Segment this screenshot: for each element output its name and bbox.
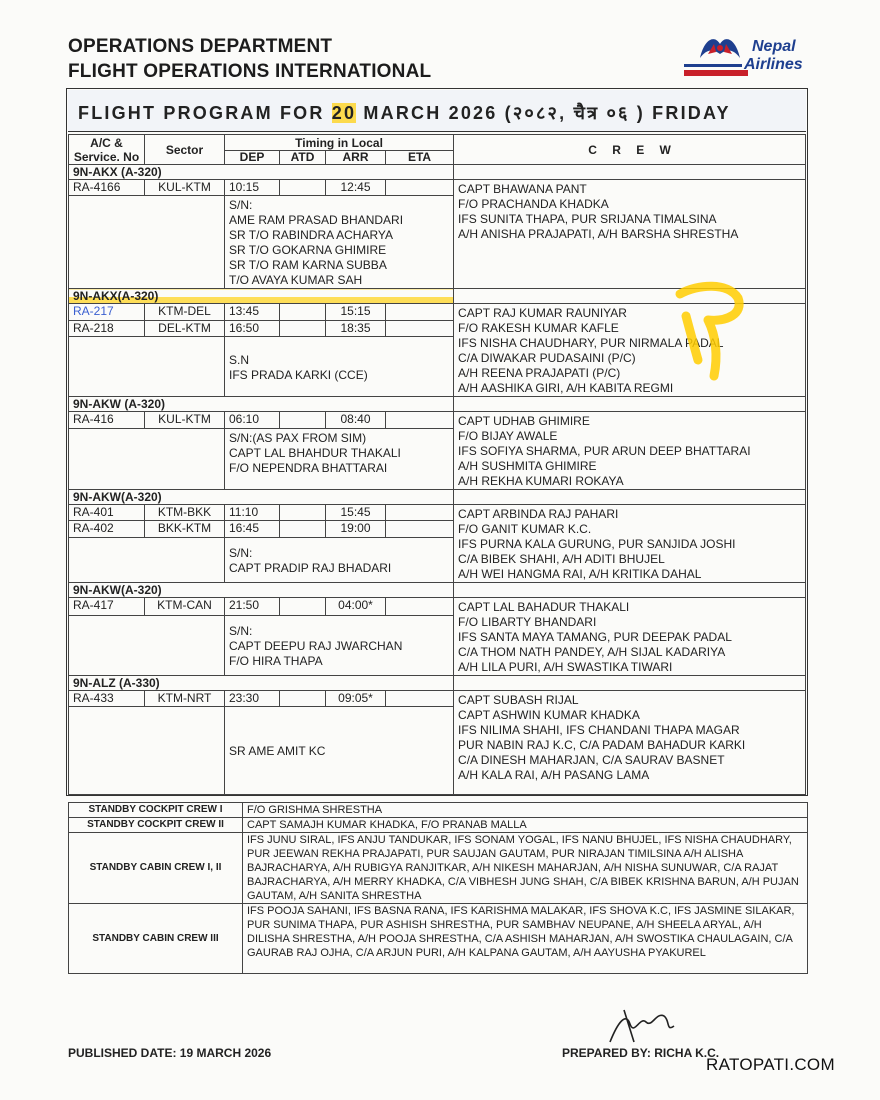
flight-number: RA-217 (69, 304, 145, 321)
flight-eta (386, 691, 454, 707)
logo-text-line2: Airlines (744, 56, 803, 73)
header-eta: ETA (386, 151, 454, 165)
flight-row (69, 505, 806, 521)
flight-atd (280, 180, 326, 196)
flight-number: RA-402 (69, 521, 145, 537)
signature-mark (604, 1002, 684, 1048)
supernumerary-line: SR AME AMIT KC (229, 744, 326, 758)
supernumerary-line: T/O AVAYA KUMAR SAH (229, 273, 363, 287)
standby-value: IFS JUNU SIRAL, IFS ANJU TANDUKAR, IFS SONAM YOGAL, IFS NANU BHUJEL, IFS NISHA CHAUDHARY, PUR JEEWAN REKHA PRAJAPATI, PUR SAUJAN GAUTAM, PUR NIRAJAN TIMILSINA A/H ALISHA BAJRACHARYA, A/H RUBIGYA RANJITKAR, A/H NIKESH MAHARJAN, A/H NISHA SUNUWAR, C/A RAJAT BAJRACHARYA, A/H MERRY KHADKA, C/A VIBHESH JUNG SHAH, C/A BIBEK KRISHNA BARUN, A/H PUJAN GAUTAM, A/H SANITA SHRESTHA (243, 833, 808, 904)
aircraft-label: 9N-AKW(A-320) (69, 490, 454, 505)
crew-member-line: F/O BIJAY AWALE (458, 429, 558, 443)
aircraft-row-crew-spacer (454, 165, 806, 180)
flight-sector: KTM-BKK (145, 505, 225, 521)
flight-sector: DEL-KTM (145, 320, 225, 337)
supernumerary-line: CAPT PRADIP RAJ BHADARI (229, 560, 392, 575)
flight-sector: KTM-NRT (145, 691, 225, 707)
flight-dep: 21:50 (225, 598, 280, 616)
aircraft-row (69, 165, 806, 180)
aircraft-row-crew-spacer (454, 583, 806, 598)
standby-label: STANDBY CABIN CREW I, II (69, 833, 243, 904)
crew-member-line: IFS NILIMA SHAHI, IFS CHANDANI THAPA MAGAR (458, 723, 740, 737)
logo-text-line1: Nepal (752, 38, 796, 55)
nepal-airlines-logo (684, 30, 834, 80)
crew-member-line: C/A DIWAKAR PUDASAINI (P/C) (458, 351, 636, 365)
flight-sector: KUL-KTM (145, 180, 225, 196)
crew-member-line: A/H ANISHA PRAJAPATI, A/H BARSHA SHRESTHA (458, 227, 739, 241)
flight-dep: 13:45 (225, 304, 280, 321)
flight-number: RA-417 (69, 598, 145, 616)
crew-member-line: A/H SUSHMITA GHIMIRE (458, 459, 597, 473)
highlighter-annotation-mark (668, 276, 748, 386)
flight-eta (386, 320, 454, 337)
header-atd: ATD (280, 151, 326, 165)
crew-member-line: C/A DINESH MAHARJAN, C/A SAURAV BASNET (458, 753, 725, 767)
crew-member-line: CAPT ASHWIN KUMAR KHADKA (458, 708, 640, 722)
aircraft-label: 9N-AKX(A-320) (69, 289, 454, 304)
crew-list (454, 180, 806, 289)
supernumerary-line: CAPT LAL BHAHDUR THAKALI (229, 445, 401, 460)
document-header (68, 34, 431, 84)
supernumerary-list (225, 615, 454, 675)
flight-dep: 23:30 (225, 691, 280, 707)
aircraft-row-crew-spacer (454, 676, 806, 691)
supernumerary-line: S/N: (229, 545, 253, 560)
flight-eta (386, 505, 454, 521)
flight-dep: 16:50 (225, 320, 280, 337)
crew-member-line: A/H LILA PURI, A/H SWASTIKA TIWARI (458, 660, 673, 674)
flight-row (69, 180, 806, 196)
crew-member-line: IFS NISHA CHAUDHARY, PUR NIRMALA PADAL (458, 336, 724, 350)
header-dep: DEP (225, 151, 280, 165)
flight-arr: 15:45 (326, 505, 386, 521)
flight-eta (386, 412, 454, 429)
prepared-by: PREPARED BY: RICHA K.C. (562, 1046, 720, 1060)
title-suffix: MARCH 2026 (२०८२, चैत्र ०६ ) FRIDAY (356, 103, 731, 123)
program-title (78, 101, 731, 125)
crew-member-line: A/H AASHIKA GIRI, A/H KABITA REGMI (458, 381, 674, 395)
program-title-bar (68, 90, 806, 132)
flight-schedule-table (68, 134, 806, 795)
flight-atd (280, 505, 326, 521)
crew-list (454, 505, 806, 583)
flight-arr: 12:45 (326, 180, 386, 196)
supernumerary-list (225, 707, 454, 795)
supernumerary-line: S/N: (229, 198, 253, 212)
aircraft-label: 9N-AKX (A-320) (69, 165, 454, 180)
flight-number: RA-4166 (69, 180, 145, 196)
supernumerary-blank (69, 196, 225, 289)
supernumerary-line: SR T/O RABINDRA ACHARYA (229, 228, 394, 242)
flight-arr: 09:05* (326, 691, 386, 707)
standby-value: F/O GRISHMA SHRESTHA (243, 803, 808, 818)
crew-list (454, 691, 806, 795)
crew-member-line: F/O GANIT KUMAR K.C. (458, 522, 592, 536)
flight-sector: KUL-KTM (145, 412, 225, 429)
supernumerary-line: F/O HIRA THAPA (229, 653, 323, 668)
supernumerary-blank (69, 707, 225, 795)
flight-atd (280, 304, 326, 321)
flight-row (69, 598, 806, 616)
crew-member-line: A/H WEI HANGMA RAI, A/H KRITIKA DAHAL (458, 567, 702, 581)
aircraft-row-crew-spacer (454, 289, 806, 304)
crew-member-line: CAPT RAJ KUMAR RAUNIYAR (458, 306, 627, 320)
crew-member-line: CAPT LAL BAHADUR THAKALI (458, 600, 630, 614)
aircraft-row (69, 490, 806, 505)
flight-dep: 06:10 (225, 412, 280, 429)
header-sector: Sector (145, 135, 225, 165)
flight-dep: 16:45 (225, 521, 280, 537)
flight-number: RA-433 (69, 691, 145, 707)
supernumerary-line: F/O NEPENDRA BHATTARAI (229, 460, 388, 475)
flight-row (69, 412, 806, 429)
aircraft-label: 9N-AKW (A-320) (69, 397, 454, 412)
crew-member-line: F/O LIBARTY BHANDARI (458, 615, 597, 629)
department-title: OPERATIONS DEPARTMENT (68, 36, 333, 57)
flight-number: RA-218 (69, 320, 145, 337)
crew-list (454, 598, 806, 676)
crew-member-line: C/A BIBEK SHAHI, A/H ADITI BHUJEL (458, 552, 665, 566)
crew-member-line: IFS SUNITA THAPA, PUR SRIJANA TIMALSINA (458, 212, 717, 226)
header-arr: ARR (326, 151, 386, 165)
flight-number: RA-401 (69, 505, 145, 521)
flight-arr: 18:35 (326, 320, 386, 337)
standby-label: STANDBY CABIN CREW III (69, 904, 243, 974)
supernumerary-list (225, 196, 454, 289)
supernumerary-line: S/N: (229, 623, 253, 638)
crew-member-line: A/H REKHA KUMARI ROKAYA (458, 474, 624, 488)
division-title: FLIGHT OPERATIONS INTERNATIONAL (68, 61, 432, 82)
supernumerary-line: S/N:(AS PAX FROM SIM) (229, 430, 367, 445)
flight-schedule-body (69, 165, 806, 795)
logo-text (744, 38, 803, 74)
crew-list (454, 304, 806, 397)
crew-member-line: F/O PRACHANDA KHADKA (458, 197, 609, 211)
title-date-highlight: 20 (331, 103, 357, 123)
crew-member-line: C/A THOM NATH PANDEY, A/H SIJAL KADARIYA (458, 645, 726, 659)
source-watermark: RATOPATI.COM (706, 1055, 835, 1074)
crew-member-line: A/H KALA RAI, A/H PASANG LAMA (458, 768, 650, 782)
crew-member-line: CAPT ARBINDA RAJ PAHARI (458, 507, 619, 521)
flight-arr: 19:00 (326, 521, 386, 537)
flight-atd (280, 412, 326, 429)
flight-arr: 15:15 (326, 304, 386, 321)
flight-atd (280, 598, 326, 616)
flight-eta (386, 304, 454, 321)
aircraft-row (69, 583, 806, 598)
flight-dep: 11:10 (225, 505, 280, 521)
crew-list (454, 412, 806, 490)
aircraft-label: 9N-ALZ (A-330) (69, 676, 454, 691)
published-date: PUBLISHED DATE: 19 MARCH 2026 (68, 1046, 272, 1060)
standby-label: STANDBY COCKPIT CREW II (69, 818, 243, 833)
crew-member-line: PUR NABIN RAJ K.C, C/A PADAM BAHADUR KARKI (458, 738, 746, 752)
crew-member-line: CAPT SUBASH RIJAL (458, 693, 579, 707)
flight-eta (386, 521, 454, 537)
aircraft-row-crew-spacer (454, 490, 806, 505)
aircraft-row-crew-spacer (454, 397, 806, 412)
supernumerary-list (225, 337, 454, 397)
standby-value: IFS POOJA SAHANI, IFS BASNA RANA, IFS KARISHMA MALAKAR, IFS SHOVA K.C, IFS JASMINE SILAKAR, PUR SUNIMA THAPA, PUR ASHISH SHRESTHA, PUR SAMBHAV NEUPANE, A/H SHEELA ARYAL, A/H DILISHA SHRESTHA, A/H POOJA SHRESTHA, C/A ASHISH MAHARJAN, A/H SWOSTIKA CHAULAGAIN, C/A GAURAB RAJ OJHA, C/A ARJUN PURI, A/H KALPANA GAUTAM, A/H AAYUSHA PYAKUREL (243, 904, 808, 974)
supernumerary-blank (69, 615, 225, 675)
flight-eta (386, 180, 454, 196)
standby-label: STANDBY COCKPIT CREW I (69, 803, 243, 818)
logo-stripe-blue (684, 64, 742, 67)
header-ac-service: A/C & Service. No (69, 135, 145, 165)
flight-sector: KTM-DEL (145, 304, 225, 321)
crew-member-line: CAPT UDHAB GHIMIRE (458, 414, 590, 428)
aircraft-label: 9N-AKW(A-320) (69, 583, 454, 598)
supernumerary-line: SR T/O RAM KARNA SUBBA (229, 258, 387, 272)
crew-member-line: IFS SANTA MAYA TAMANG, PUR DEEPAK PADAL (458, 630, 732, 644)
supernumerary-line: S.N (229, 352, 250, 367)
logo-stripe-red (684, 70, 748, 76)
supernumerary-blank (69, 537, 225, 582)
flight-arr: 04:00* (326, 598, 386, 616)
crew-member-line: F/O RAKESH KUMAR KAFLE (458, 321, 619, 335)
supernumerary-line: SR T/O GOKARNA GHIMIRE (229, 243, 387, 257)
flight-eta (386, 598, 454, 616)
flight-number: RA-416 (69, 412, 145, 429)
standby-crew-table (68, 802, 808, 974)
flight-atd (280, 320, 326, 337)
crew-member-line: IFS SOFIYA SHARMA, PUR ARUN DEEP BHATTARAI (458, 444, 751, 458)
header-timing: Timing in Local (225, 135, 454, 151)
standby-value: CAPT SAMAJH KUMAR KHADKA, F/O PRANAB MALLA (243, 818, 808, 833)
supernumerary-list (225, 537, 454, 582)
crew-member-line: IFS PURNA KALA GURUNG, PUR SANJIDA JOSHI (458, 537, 736, 551)
crew-member-line: CAPT BHAWANA PANT (458, 182, 587, 196)
flight-dep: 10:15 (225, 180, 280, 196)
flight-sector: KTM-CAN (145, 598, 225, 616)
aircraft-row (69, 397, 806, 412)
supernumerary-list (225, 428, 454, 489)
crew-member-line: A/H REENA PRAJAPATI (P/C) (458, 366, 621, 380)
supernumerary-blank (69, 428, 225, 489)
flight-row (69, 691, 806, 707)
header-crew: C R E W (454, 135, 806, 165)
supernumerary-blank (69, 337, 225, 397)
flight-arr: 08:40 (326, 412, 386, 429)
flight-atd (280, 691, 326, 707)
supernumerary-line: CAPT DEEPU RAJ JWARCHAN (229, 638, 403, 653)
aircraft-row (69, 676, 806, 691)
flight-sector: BKK-KTM (145, 521, 225, 537)
title-prefix: FLIGHT PROGRAM FOR (78, 103, 332, 123)
supernumerary-line: IFS PRADA KARKI (CCE) (229, 367, 368, 382)
flight-atd (280, 521, 326, 537)
supernumerary-line: AME RAM PRASAD BHANDARI (229, 213, 404, 227)
